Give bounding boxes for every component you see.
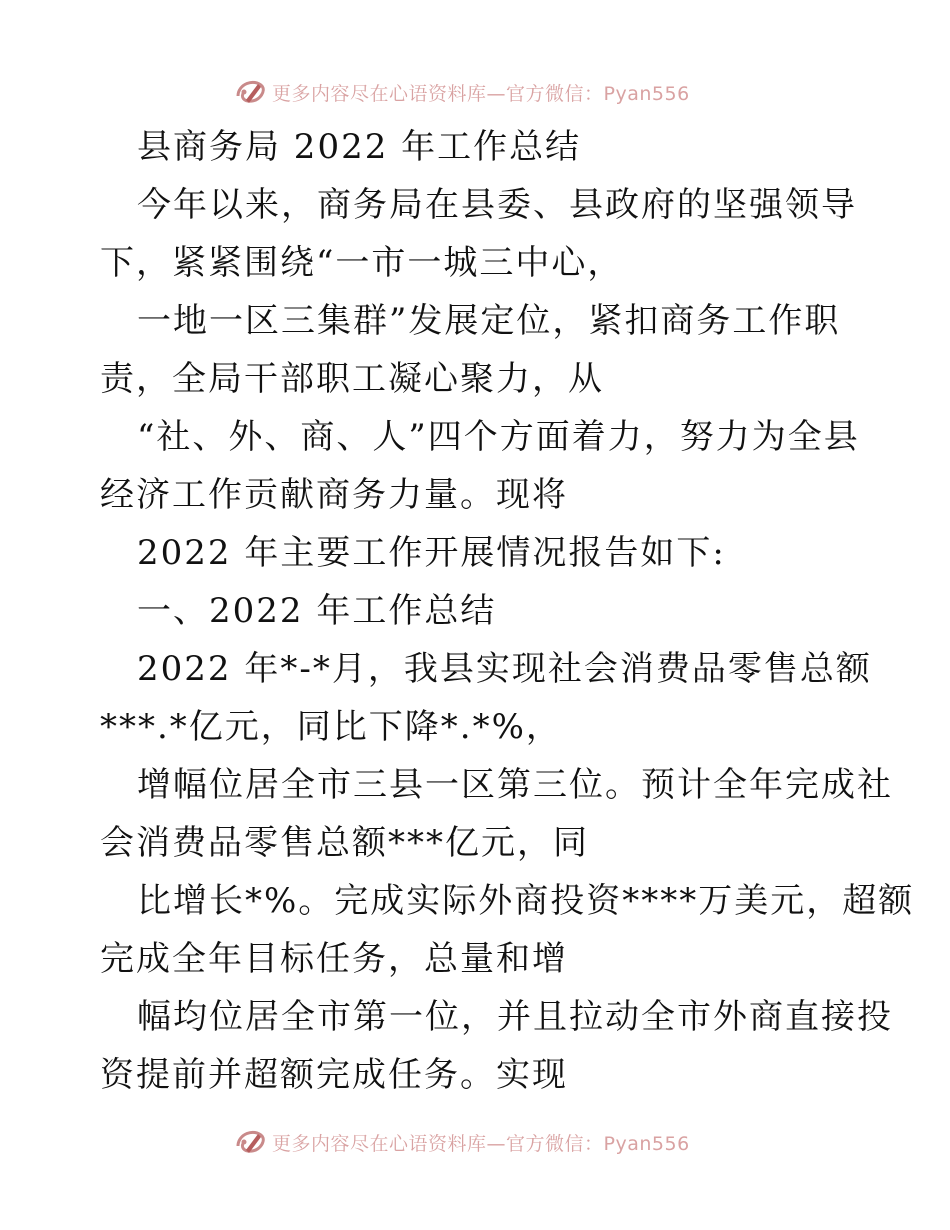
paragraph-line: 2022 年*-*月，我县实现社会消费品零售总额 [137, 649, 872, 689]
paragraph-line: 经济工作贡献商务力量。现将 [100, 475, 568, 515]
paragraph-line: 2022 年主要工作开展情况报告如下: [137, 533, 726, 573]
paragraph-line: ***.*亿元，同比下降*.*%， [100, 707, 562, 747]
footer-watermark-text: 更多内容尽在心语资料库—官方微信：Pyan556 [272, 1132, 690, 1155]
paragraph-line: 幅均位居全市第一位，并且拉动全市外商直接投 [137, 997, 893, 1037]
footer-watermark-banner [232, 1122, 752, 1162]
paragraph-line: 比增长*%。完成实际外商投资****万美元，超额 [137, 881, 915, 921]
section-heading: 一、2022 年工作总结 [137, 591, 497, 631]
paragraph-line: 完成全年目标任务，总量和增 [100, 939, 568, 979]
paragraph-line: 责，全局干部职工凝心聚力，从 [100, 359, 604, 399]
pen-swirl-logo-icon [232, 1124, 268, 1160]
header-watermark-text: 更多内容尽在心语资料库—官方微信：Pyan556 [272, 82, 690, 105]
paragraph-line: 会消费品零售总额***亿元，同 [100, 823, 589, 863]
header-watermark-banner [232, 72, 752, 112]
document-body [100, 118, 915, 1104]
paragraph-line: 下，紧紧围绕“一市一城三中心， [100, 243, 624, 283]
paragraph-line: “社、外、商、人”四个方面着力，努力为全县 [137, 417, 860, 457]
paragraph-line: 资提前并超额完成任务。实现 [100, 1055, 568, 1095]
paragraph-line: 增幅位居全市三县一区第三位。预计全年完成社 [137, 765, 893, 805]
document-title: 县商务局 2022 年工作总结 [137, 127, 582, 167]
pen-swirl-logo-icon [232, 74, 268, 110]
paragraph-line: 今年以来，商务局在县委、县政府的坚强领导 [137, 185, 857, 225]
paragraph-line: 一地一区三集群”发展定位，紧扣商务工作职 [137, 301, 841, 341]
